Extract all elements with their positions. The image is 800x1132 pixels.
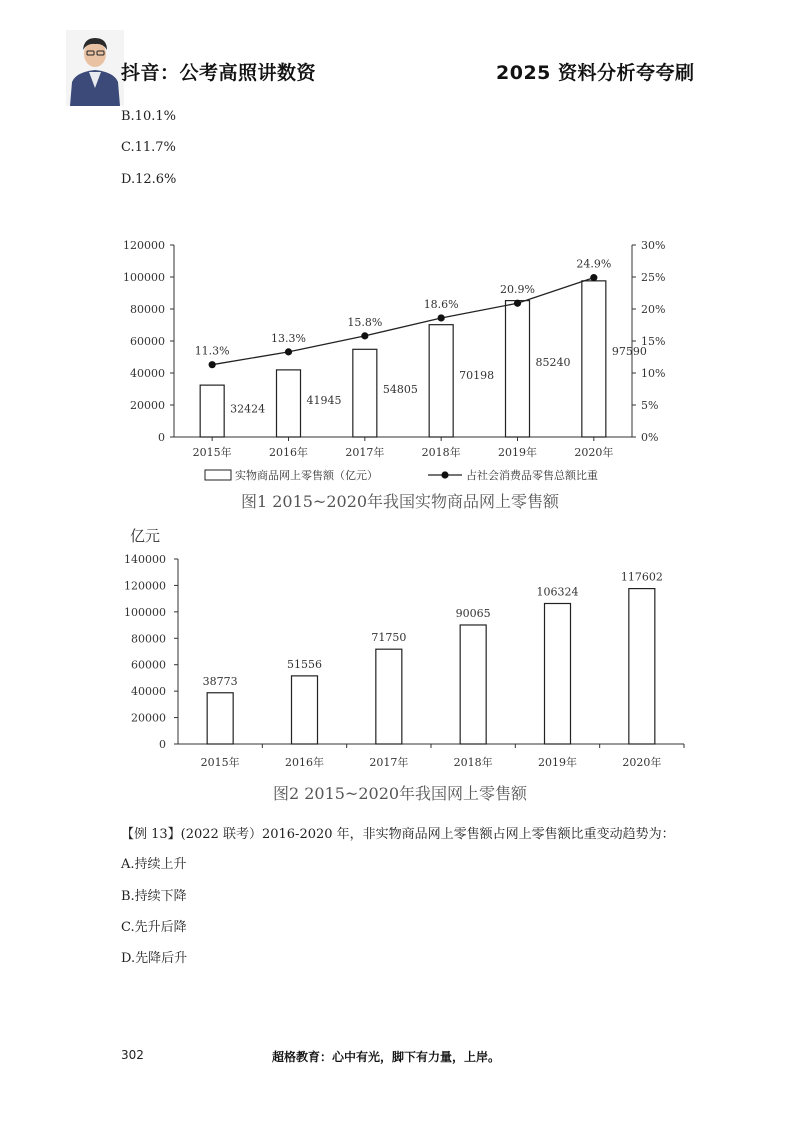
c1-bar-value: 54805: [382, 382, 418, 396]
question-option-d: D.先降后升: [121, 951, 188, 966]
c2-bar: [460, 625, 486, 744]
prev-option-d: D.12.6%: [121, 172, 177, 187]
question-option-c: C.先升后降: [121, 920, 187, 935]
c2-xtick-label: 2020年: [622, 756, 662, 769]
c1-legend-line-marker: [441, 471, 448, 478]
c1-bar: [353, 349, 377, 437]
c1-ratio-point: [590, 274, 597, 281]
c2-title: 图2 2015~2020年我国网上零售额: [272, 784, 528, 803]
c2-xtick-label: 2017年: [369, 756, 409, 769]
c1-xtick-label: 2017年: [345, 446, 385, 459]
c2-bar: [629, 589, 655, 744]
c1-bar-value: 97590: [611, 345, 647, 359]
c1-legend-bar-label: 实物商品网上零售额（亿元）: [235, 469, 378, 482]
c2-ytick-label: 80000: [131, 632, 166, 646]
prev-option-b: B.10.1%: [121, 109, 176, 124]
c2-ytick-label: 0: [159, 738, 166, 751]
c1-ytick-label: 20000: [130, 399, 165, 412]
c1-ytick-label: 0: [158, 431, 165, 444]
c1-ratio-label: 11.3%: [194, 344, 230, 358]
c1-ratio-line: [212, 278, 594, 365]
c2-xtick-label: 2019年: [538, 756, 577, 769]
c1-ytick-label: 40000: [130, 367, 165, 380]
c1-title: 图1 2015~2020年我国实物商品网上零售额: [240, 492, 560, 511]
c1-ratio-label: 18.6%: [423, 297, 459, 311]
c2-bar-value: 117602: [620, 570, 663, 584]
c2-xtick-label: 2018年: [453, 756, 493, 769]
c1-xtick-label: 2015年: [192, 446, 232, 459]
c1-bar: [582, 281, 606, 437]
c1-bar: [200, 385, 224, 437]
c1-xtick-label: 2018年: [421, 446, 461, 459]
c2-bar: [207, 693, 233, 744]
c2-ytick-label: 20000: [131, 711, 166, 725]
c1-ratio-point: [514, 300, 521, 307]
c2-bar: [376, 649, 402, 744]
c1-ratio-label: 24.9%: [576, 257, 612, 271]
c1-y2tick-label: 15%: [641, 335, 666, 348]
header-right-title: 2025 资料分析夸夸刷: [496, 62, 695, 84]
question-stem: 【例 13】(2022 联考）2016-2020 年，非实物商品网上零售额占网上零售额比重变动趋势为：: [121, 827, 675, 842]
question-option-b: B.持续下降: [121, 889, 187, 904]
c1-xtick-label: 2019年: [498, 446, 537, 459]
c1-ratio-label: 13.3%: [271, 331, 306, 345]
c1-y2tick-label: 25%: [641, 271, 666, 284]
c1-bar-value: 85240: [535, 355, 571, 369]
c1-legend-bar-swatch: [205, 470, 231, 480]
prev-option-c: C.11.7%: [121, 140, 176, 155]
c2-bar: [545, 604, 571, 744]
c2-ytick-label: 140000: [124, 553, 166, 566]
c2-bar-value: 106324: [536, 585, 579, 599]
c2-ytick-label: 40000: [131, 685, 166, 699]
c1-bar: [506, 301, 530, 437]
c1-ratio-point: [285, 348, 292, 355]
c2-bar-value: 51556: [287, 657, 322, 671]
c1-ratio-label: 15.8%: [347, 315, 383, 329]
c2-bar-value: 71750: [371, 631, 407, 645]
c1-bar: [429, 325, 453, 437]
page-number: 302: [121, 1048, 144, 1062]
c1-legend-line-label: 占社会消费品零售总额比重: [466, 469, 598, 482]
c1-ytick-label: 80000: [130, 303, 165, 316]
c1-bar-value: 41945: [306, 394, 342, 408]
c1-xtick-label: 2016年: [269, 446, 308, 459]
header-left-title: 抖音：公考高照讲数资: [121, 62, 317, 84]
c1-xtick-label: 2020年: [574, 446, 614, 459]
c1-y2tick-label: 5%: [641, 399, 659, 412]
question-option-a: A.持续上升: [121, 857, 187, 872]
c1-ratio-label: 20.9%: [500, 283, 535, 297]
c1-ratio-point: [209, 361, 216, 368]
c2-ytick-label: 60000: [131, 658, 166, 672]
c2-bar-value: 90065: [455, 606, 491, 620]
c2-bar-value: 38773: [202, 674, 238, 688]
c2-ytick-label: 100000: [124, 605, 166, 619]
c1-ytick-label: 60000: [130, 335, 165, 348]
c2-xtick-label: 2015年: [200, 756, 240, 769]
c1-ratio-point: [361, 332, 368, 339]
c1-ratio-point: [438, 314, 445, 321]
c2-xtick-label: 2016年: [285, 756, 324, 769]
c1-y2tick-label: 0%: [641, 431, 659, 444]
c2-bar: [292, 676, 318, 744]
c1-y2tick-label: 20%: [641, 303, 666, 316]
c2-y-unit: 亿元: [130, 527, 161, 545]
c1-y2tick-label: 10%: [641, 367, 666, 380]
c1-ytick-label: 100000: [123, 271, 165, 284]
footer-slogan: 超格教育：心中有光，脚下有力量，上岸。: [272, 1050, 501, 1064]
c2-ytick-label: 120000: [124, 579, 166, 593]
c1-y2tick-label: 30%: [641, 239, 666, 252]
c1-bar-value: 32424: [230, 402, 266, 416]
c1-bar: [277, 370, 301, 437]
c1-ytick-label: 120000: [123, 239, 165, 252]
c1-bar-value: 70198: [459, 369, 495, 383]
